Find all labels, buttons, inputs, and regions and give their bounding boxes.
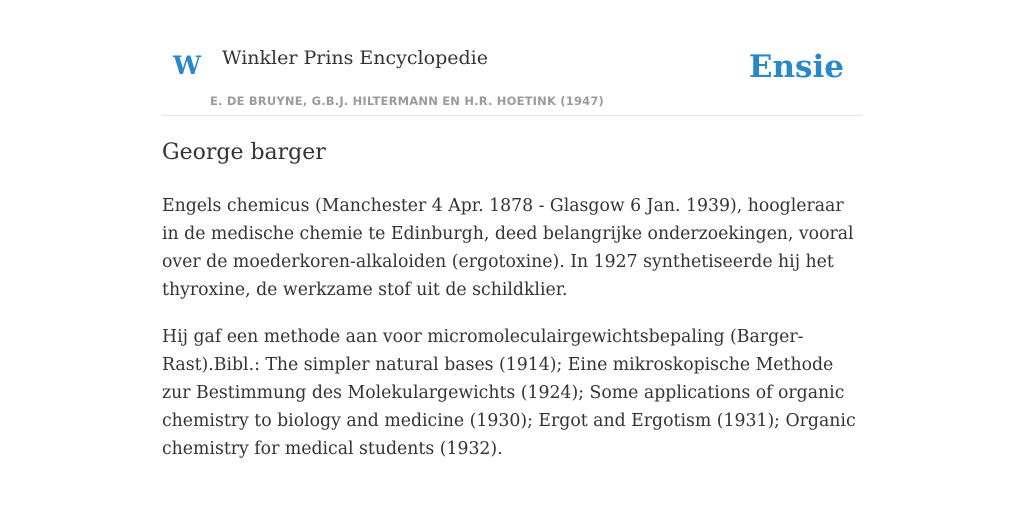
site-title[interactable]: Winkler Prins Encyclopedie	[222, 47, 488, 69]
article-card	[162, 0, 862, 512]
article-paragraph: Hij gaf een methode aan voor micromoleculairgewichtsbepaling (Barger-Rast).Bibl.: The simpler natural bases (1914); Eine mikroskopische Methode zur Bestimmung des Molekulargewichts (1924); Some applications of organic chemistry to biology and medicine (1930); Ergot and Ergotism (1931); Organic chemistry for medical students (1932).	[162, 327, 856, 459]
ensie-logo[interactable]: Ensie	[748, 49, 844, 85]
page-header	[162, 0, 862, 116]
article-title: George barger	[162, 140, 326, 165]
article-paragraph: Engels chemicus (Manchester 4 Apr. 1878 - Glasgow 6 Jan. 1939), hoogleraar in de medische chemie te Edinburgh, deed belangrijke onderzoekingen, vooral over de moederkoren-alkaloiden (ergotoxine). In 1927 synthetiseerde hij het thyroxine, de werkzame stof uit de schildklier.	[162, 196, 854, 300]
w-logo-icon[interactable]: W	[173, 51, 202, 80]
authors-line: E. DE BRUYNE, G.B.J. HILTERMANN EN H.R. HOETINK (1947)	[210, 94, 605, 108]
